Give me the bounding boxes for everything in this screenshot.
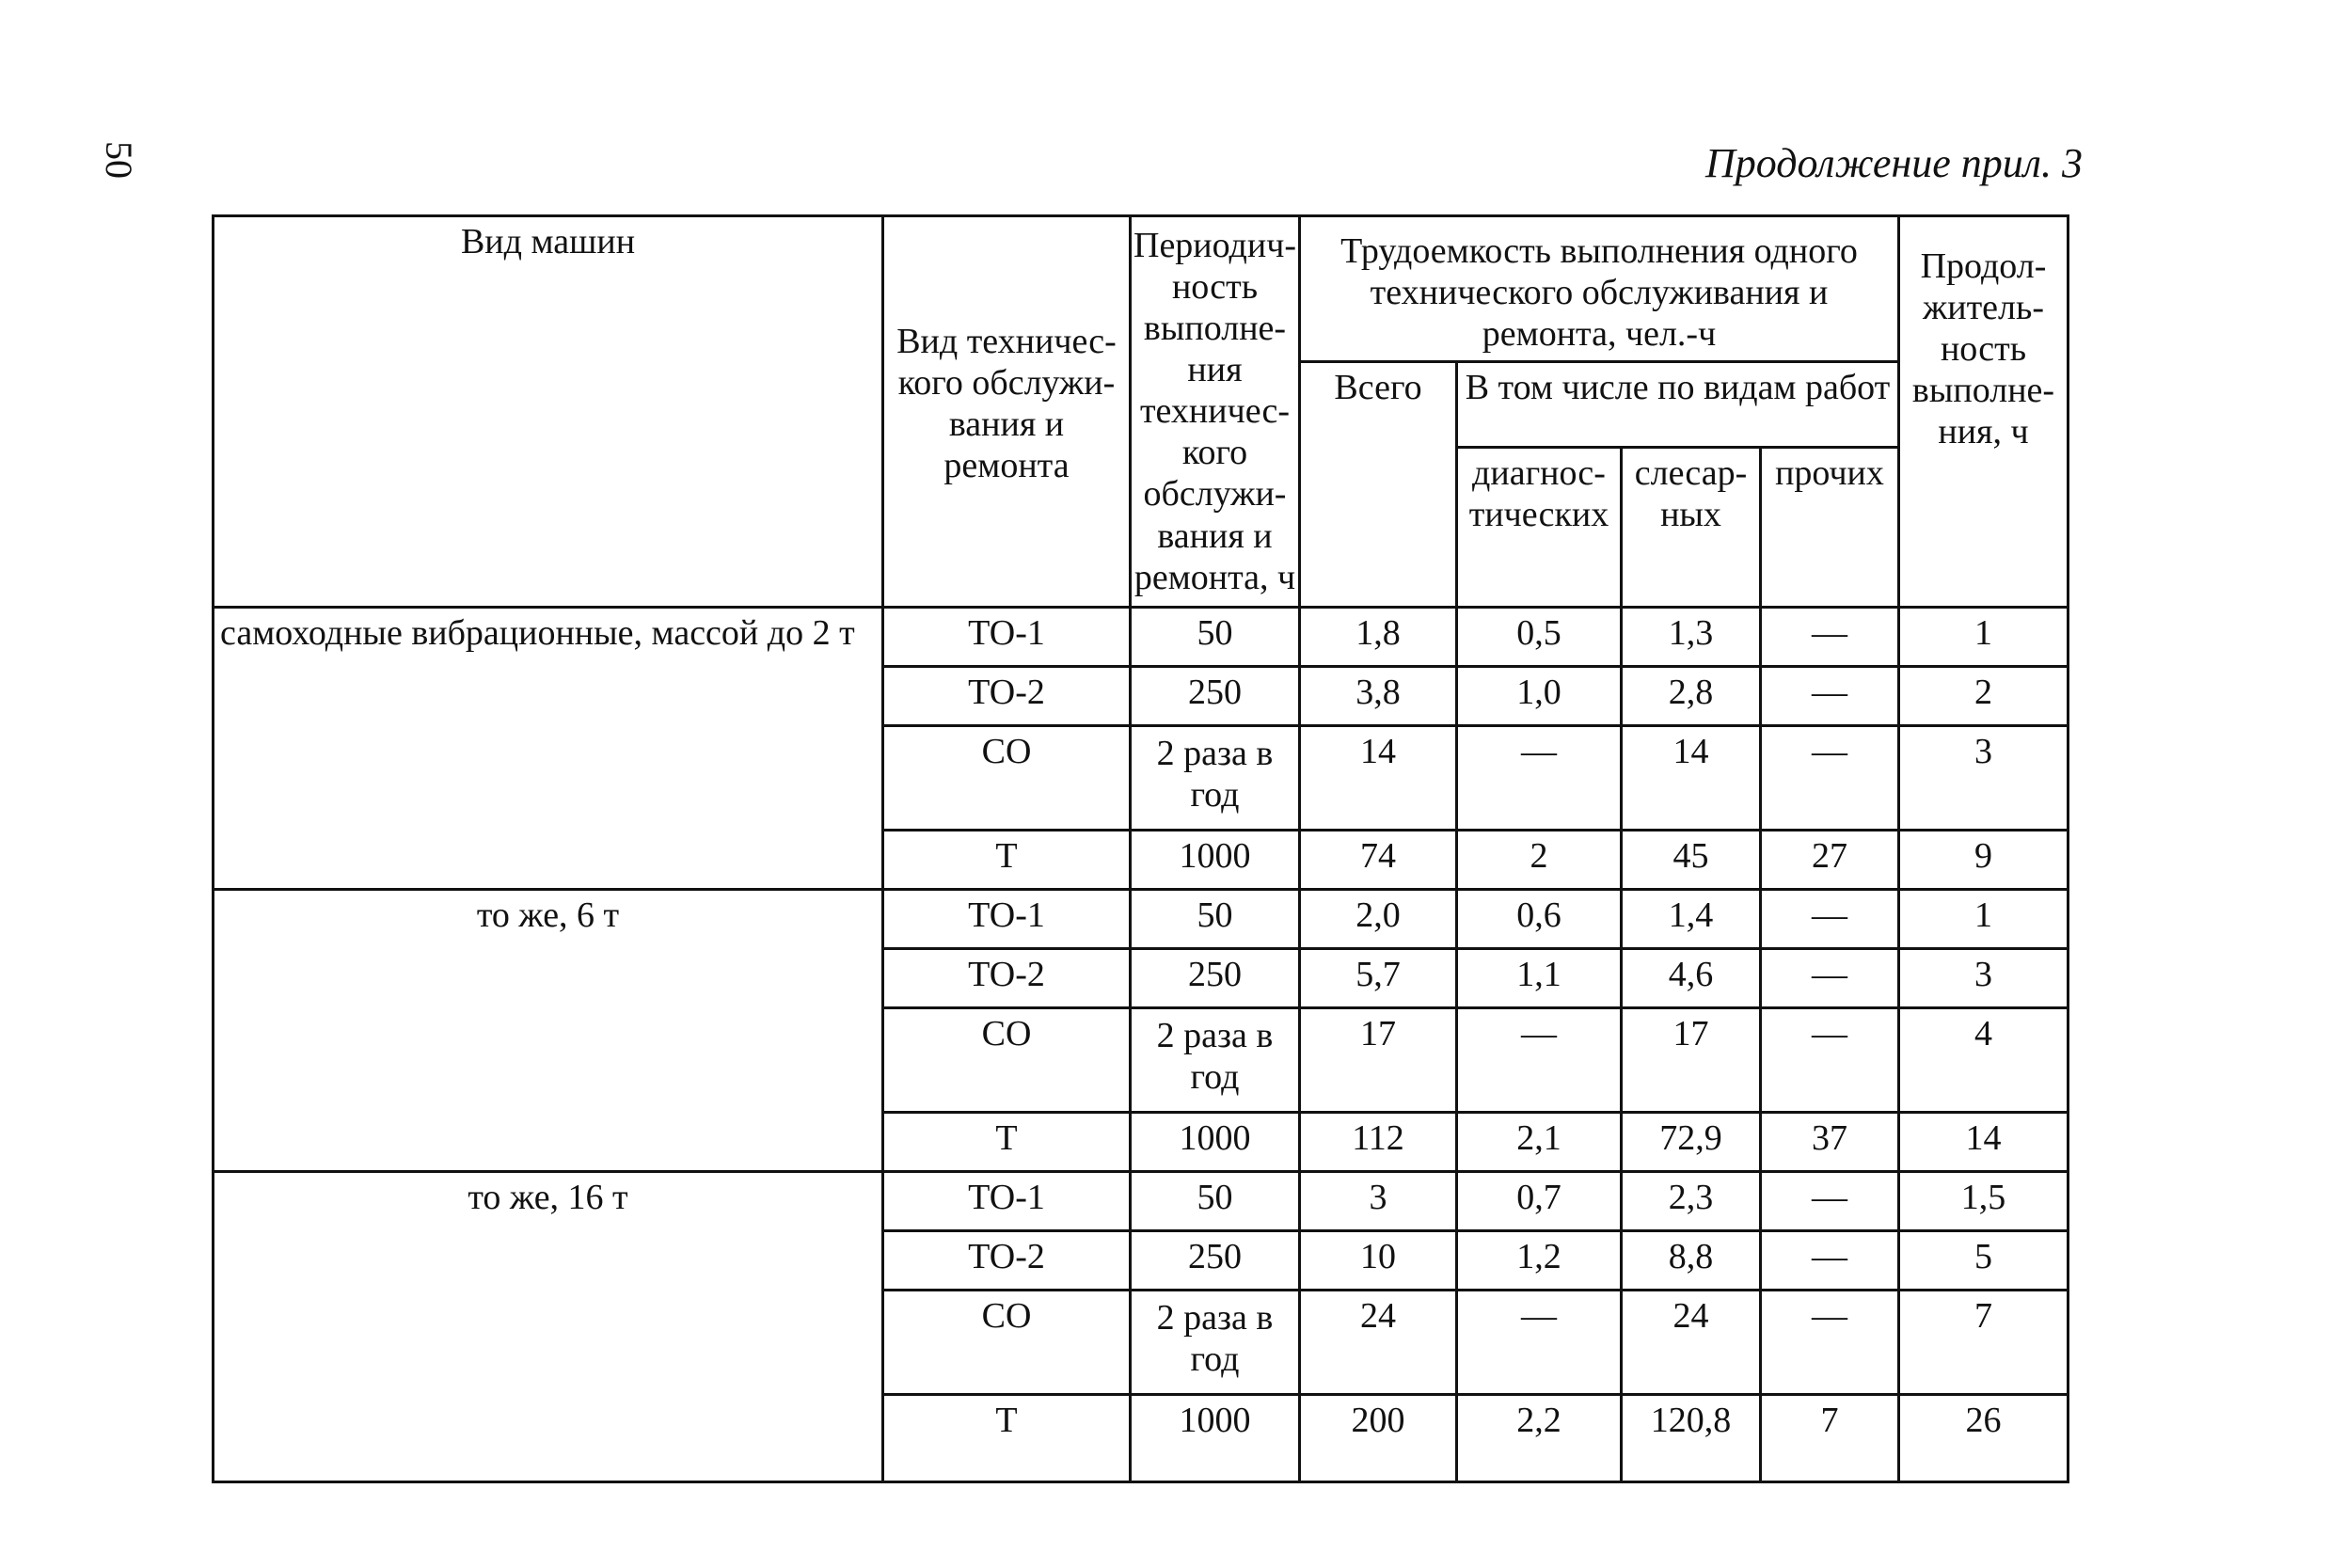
duration-cell: 4 [1899, 1007, 2069, 1112]
other-cell: 27 [1761, 830, 1899, 889]
periodicity-cell: 2 раза в год [1131, 725, 1300, 830]
header-duration: Продол- житель- ность выполне- ния, ч [1899, 216, 2069, 608]
locksmith-cell: 4,6 [1622, 948, 1761, 1007]
duration-cell: 9 [1899, 830, 2069, 889]
other-cell: 37 [1761, 1112, 1899, 1171]
duration-cell: 14 [1899, 1112, 2069, 1171]
header-other: прочих [1761, 447, 1899, 607]
other-cell: — [1761, 1007, 1899, 1112]
total-cell: 2,0 [1300, 889, 1457, 948]
periodicity-cell: 1000 [1131, 830, 1300, 889]
service-type-cell: Т [883, 1394, 1131, 1481]
locksmith-cell: 120,8 [1622, 1394, 1761, 1481]
diagnostic-cell: 0,6 [1457, 889, 1622, 948]
total-cell: 112 [1300, 1112, 1457, 1171]
periodicity-cell: 50 [1131, 889, 1300, 948]
locksmith-cell: 14 [1622, 725, 1761, 830]
duration-cell: 26 [1899, 1394, 2069, 1481]
periodicity-cell: 1000 [1131, 1112, 1300, 1171]
service-type-cell: СО [883, 1290, 1131, 1394]
total-cell: 24 [1300, 1290, 1457, 1394]
total-cell: 10 [1300, 1230, 1457, 1290]
header-labor: Трудоемкость выполнения одного технического обслуживания и ремонта, чел.-ч [1300, 216, 1899, 362]
service-type-cell: СО [883, 1007, 1131, 1112]
locksmith-cell: 2,3 [1622, 1171, 1761, 1230]
duration-cell: 7 [1899, 1290, 2069, 1394]
machine-name-cell: самоходные вибрационные, массой до 2 т [214, 607, 883, 889]
duration-cell: 5 [1899, 1230, 2069, 1290]
duration-cell: 1 [1899, 889, 2069, 948]
total-cell: 3 [1300, 1171, 1457, 1230]
diagnostic-cell: — [1457, 1007, 1622, 1112]
service-type-cell: ТО-1 [883, 889, 1131, 948]
service-type-cell: ТО-2 [883, 1230, 1131, 1290]
total-cell: 200 [1300, 1394, 1457, 1481]
diagnostic-cell: 2 [1457, 830, 1622, 889]
total-cell: 17 [1300, 1007, 1457, 1112]
periodicity-cell: 250 [1131, 666, 1300, 725]
continuation-caption: Продолжение прил. 3 [1705, 140, 2083, 186]
other-cell: — [1761, 607, 1899, 666]
diagnostic-cell: 1,1 [1457, 948, 1622, 1007]
machine-name-cell: то же, 16 т [214, 1171, 883, 1481]
service-type-cell: ТО-1 [883, 1171, 1131, 1230]
header-machine-type: Вид машин [214, 216, 883, 608]
periodicity-cell: 2 раза в год [1131, 1007, 1300, 1112]
periodicity-cell: 250 [1131, 1230, 1300, 1290]
diagnostic-cell: 1,2 [1457, 1230, 1622, 1290]
diagnostic-cell: 2,2 [1457, 1394, 1622, 1481]
other-cell: — [1761, 666, 1899, 725]
other-cell: — [1761, 725, 1899, 830]
diagnostic-cell: — [1457, 1290, 1622, 1394]
locksmith-cell: 8,8 [1622, 1230, 1761, 1290]
duration-cell: 3 [1899, 725, 2069, 830]
diagnostic-cell: 1,0 [1457, 666, 1622, 725]
diagnostic-cell: 0,5 [1457, 607, 1622, 666]
locksmith-cell: 1,4 [1622, 889, 1761, 948]
header-diagnostic: диагнос- тических [1457, 447, 1622, 607]
other-cell: — [1761, 1171, 1899, 1230]
diagnostic-cell: 0,7 [1457, 1171, 1622, 1230]
maintenance-table [212, 214, 2069, 1483]
periodicity-cell: 2 раза в год [1131, 1290, 1300, 1394]
locksmith-cell: 72,9 [1622, 1112, 1761, 1171]
total-cell: 1,8 [1300, 607, 1457, 666]
other-cell: — [1761, 948, 1899, 1007]
other-cell: — [1761, 1290, 1899, 1394]
total-cell: 5,7 [1300, 948, 1457, 1007]
machine-name-cell: то же, 6 т [214, 889, 883, 1171]
periodicity-cell: 50 [1131, 607, 1300, 666]
service-type-cell: Т [883, 1112, 1131, 1171]
other-cell: — [1761, 889, 1899, 948]
diagnostic-cell: 2,1 [1457, 1112, 1622, 1171]
total-cell: 74 [1300, 830, 1457, 889]
other-cell: 7 [1761, 1394, 1899, 1481]
duration-cell: 1 [1899, 607, 2069, 666]
service-type-cell: СО [883, 725, 1131, 830]
diagnostic-cell: — [1457, 725, 1622, 830]
service-type-cell: Т [883, 830, 1131, 889]
locksmith-cell: 1,3 [1622, 607, 1761, 666]
service-type-cell: ТО-1 [883, 607, 1131, 666]
service-type-cell: ТО-2 [883, 948, 1131, 1007]
header-total: Всего [1300, 362, 1457, 607]
table-row [214, 1171, 2069, 1230]
periodicity-cell: 1000 [1131, 1394, 1300, 1481]
periodicity-cell: 250 [1131, 948, 1300, 1007]
duration-cell: 1,5 [1899, 1171, 2069, 1230]
locksmith-cell: 17 [1622, 1007, 1761, 1112]
duration-cell: 3 [1899, 948, 2069, 1007]
header-locksmith: слесар- ных [1622, 447, 1761, 607]
header-service-type: Вид техничес- кого обслужи- вания и ремонта [883, 216, 1131, 608]
table-row [214, 889, 2069, 948]
header-periodicity: Периодич- ность выполне- ния техничес- кого обслужи- вания и ремонта, ч [1131, 216, 1300, 608]
periodicity-cell: 50 [1131, 1171, 1300, 1230]
header-including: В том числе по видам работ [1457, 362, 1899, 447]
locksmith-cell: 2,8 [1622, 666, 1761, 725]
locksmith-cell: 24 [1622, 1290, 1761, 1394]
total-cell: 14 [1300, 725, 1457, 830]
table-row [214, 607, 2069, 666]
locksmith-cell: 45 [1622, 830, 1761, 889]
service-type-cell: ТО-2 [883, 666, 1131, 725]
total-cell: 3,8 [1300, 666, 1457, 725]
other-cell: — [1761, 1230, 1899, 1290]
duration-cell: 2 [1899, 666, 2069, 725]
page-number: 50 [98, 141, 140, 179]
